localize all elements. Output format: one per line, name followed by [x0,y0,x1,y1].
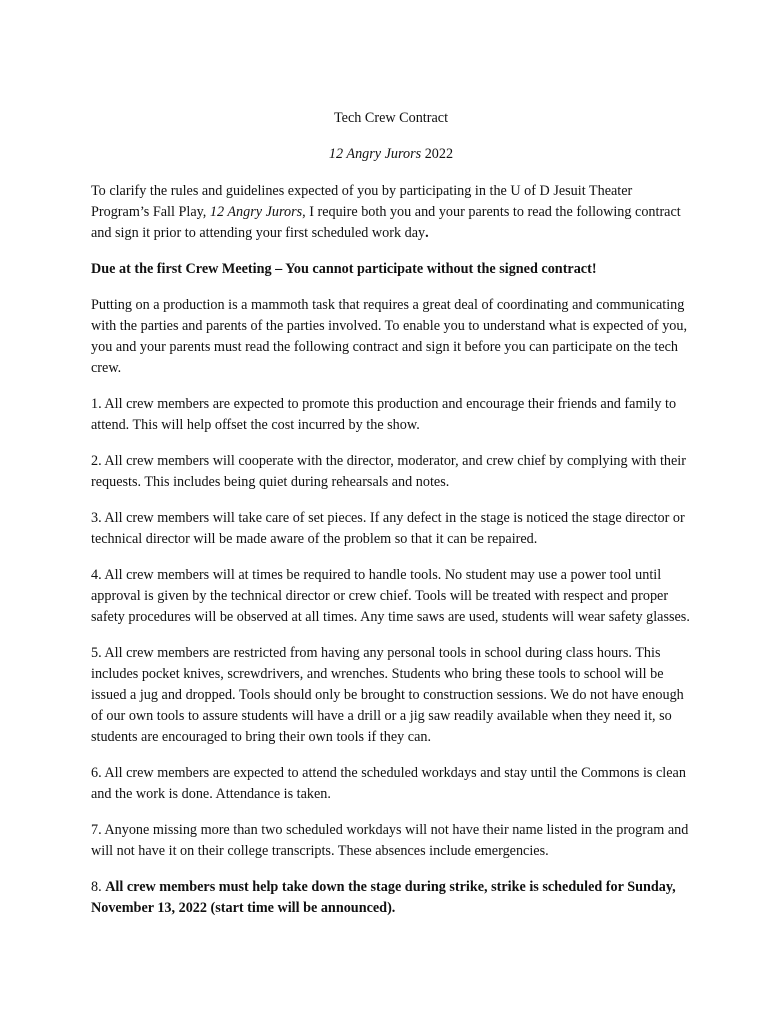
overview-paragraph: Putting on a production is a mammoth task that requires a great deal of coordinating and communicating with the parties and parents of the parties involved. To enable you to understand what is expected of you, you and your parents must read the following contract and sign it before you can participate on the tech crew. [91,297,688,376]
rule-3: 3. All crew members will take care of set pieces. If any defect in the stage is noticed the stage director or technical director will be made aware of the problem so that it can be repaired. [91,510,685,547]
rule-8-text: All crew members must help take down the stage during strike, strike is scheduled for Sunday, November 13, 2022 (start time will be announced). [91,879,676,916]
rule-8 [91,877,691,919]
document-subtitle [91,144,691,165]
rule-2: 2. All crew members will cooperate with the director, moderator, and crew chief by complying with their requests. This includes being quiet during rehearsals and notes. [91,453,686,490]
intro-text-start: To clarify the rules and guidelines expected of you by participating in the U of D Jesuit Theater Program’s Fall Play, [91,183,633,220]
rule-8-number: 8. [91,879,106,895]
rule-5: 5. All crew members are restricted from having any personal tools in school during class hours. This includes pocket knives, screwdrivers, and wrenches. Students who bring these tools to school will be issued a jug and dropped. Tools should only be brought to construction sessions. We do not have enough of our own tools to assure students will have a drill or a jig saw readily available when they need it, so students are encouraged to bring their own tools if they can. [91,645,684,745]
play-year: 2022 [421,146,454,162]
rule-4: 4. All crew members will at times be required to handle tools. No student may use a power tool until approval is given by the technical director or crew chief. Tools will be treated with respect and proper safety procedures will be observed at all times. Any time saws are used, students will wear safety glasses. [91,567,690,625]
play-title: 12 Angry Jurors [328,146,422,162]
due-notice: Due at the first Crew Meeting – You cannot participate without the signed contract! [91,261,597,277]
intro-text-end: , I require both you and your parents to read the following contract and sign it prior to attending your first scheduled work day [91,204,681,241]
rule-1: 1. All crew members are expected to promote this production and encourage their friends and family to attend. This will help offset the cost incurred by the show. [91,396,677,433]
document-title: Tech Crew Contract [333,110,449,126]
intro-period: . [425,225,429,241]
rule-7: 7. Anyone missing more than two scheduled workdays will not have their name listed in the program and will not have it on their college transcripts. These absences include emergencies. [91,822,689,859]
document-body [91,108,691,934]
rule-6: 6. All crew members are expected to attend the scheduled workdays and stay until the Commons is clean and the work is done. Attendance is taken. [91,765,686,802]
intro-play-title: 12 Angry Jurors [209,204,303,220]
intro-paragraph [91,181,691,244]
